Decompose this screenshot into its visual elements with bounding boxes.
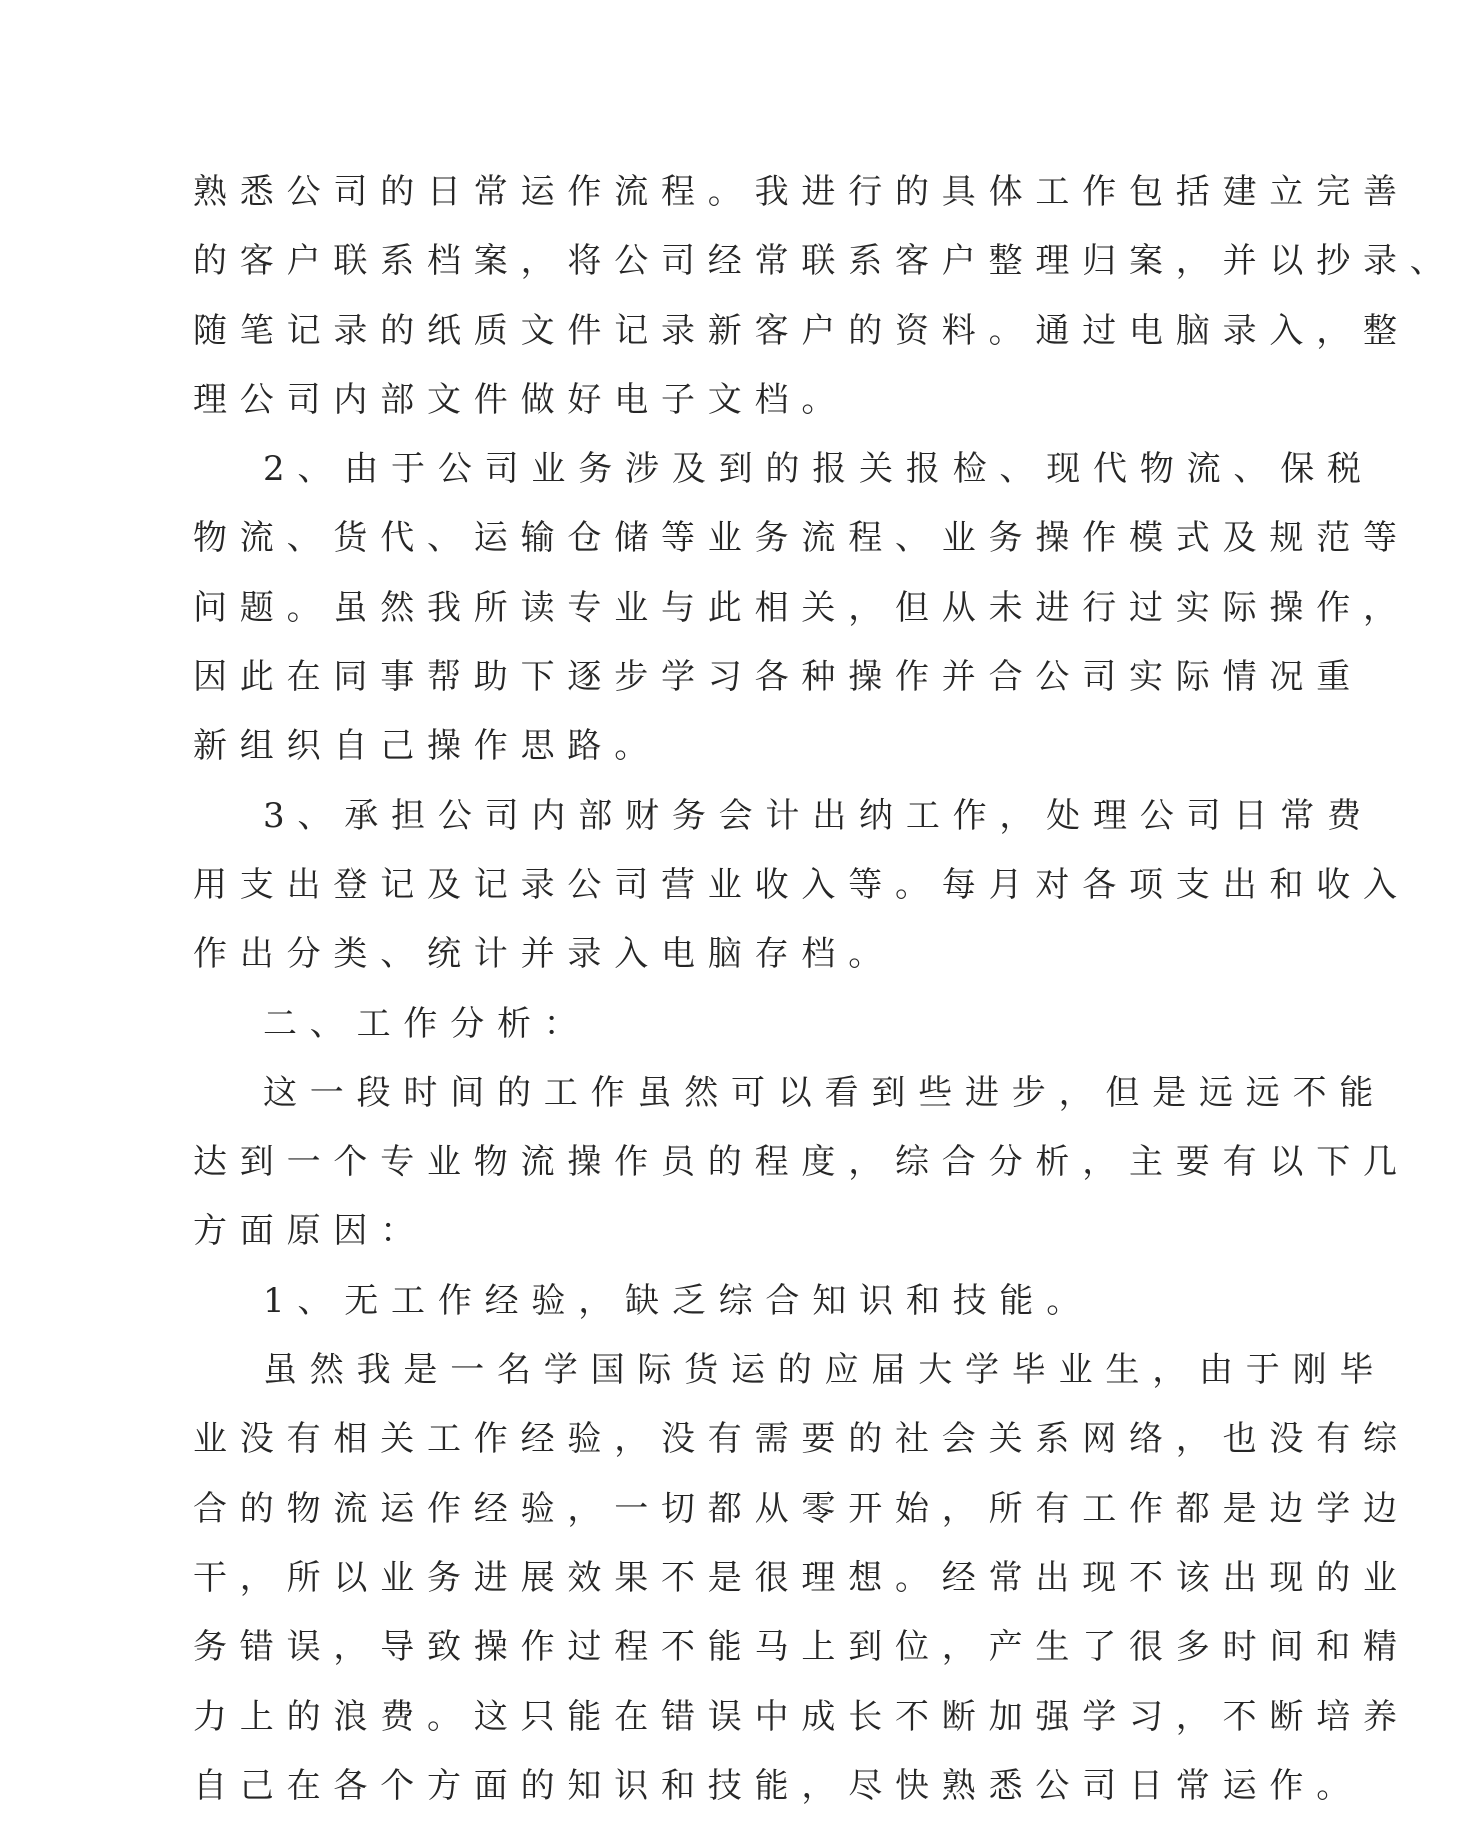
- paragraph-line: 达到一个专业物流操作员的程度，综合分析，主要有以下几: [193, 1142, 1410, 1183]
- paragraph-line: 自己在各个方面的知识和技能，尽快熟悉公司日常运作。: [193, 1765, 1363, 1806]
- paragraph-first-line: 2、由于公司业务涉及到的报关报检、现代物流、保税: [263, 449, 1374, 490]
- paragraph-line: 新组织自己操作思路。: [193, 726, 661, 767]
- paragraph-line: 的客户联系档案，将公司经常联系客户整理归案，并以抄录、: [193, 241, 1457, 282]
- paragraph-line: 方面原因：: [193, 1211, 427, 1252]
- paragraph-line: 物流、货代、运输仓储等业务流程、业务操作模式及规范等: [193, 518, 1410, 559]
- paragraph-line: 熟悉公司的日常运作流程。我进行的具体工作包括建立完善: [193, 172, 1410, 212]
- paragraph-line: 合的物流运作经验，一切都从零开始，所有工作都是边学边: [193, 1488, 1410, 1529]
- paragraph-line: 务错误，导致操作过程不能马上到位，产生了很多时间和精: [193, 1627, 1410, 1668]
- paragraph-line: 随笔记录的纸质文件记录新客户的资料。通过电脑录入，整: [193, 310, 1410, 351]
- paragraph-first-line: 虽然我是一名学国际货运的应届大学毕业生，由于刚毕: [263, 1350, 1387, 1391]
- paragraph-line: 问题。虽然我所读专业与此相关，但从未进行过实际操作，: [193, 587, 1410, 628]
- paragraph-line: 业没有相关工作经验，没有需要的社会关系网络，也没有综: [193, 1419, 1410, 1460]
- paragraph-line: 理公司内部文件做好电子文档。: [193, 379, 849, 420]
- document-body: [193, 158, 1457, 1821]
- paragraph-line: 用支出登记及记录公司营业收入等。每月对各项支出和收入: [193, 864, 1410, 905]
- paragraph-first-line: 这一段时间的工作虽然可以看到些进步，但是远远不能: [263, 1072, 1387, 1113]
- paragraph-line: 作出分类、统计并录入电脑存档。: [193, 934, 895, 975]
- paragraph-first-line: 1、无工作经验，缺乏综合知识和技能。: [263, 1280, 1094, 1321]
- paragraph-first-line: 3、承担公司内部财务会计出纳工作，处理公司日常费: [263, 795, 1374, 836]
- paragraph-line: 力上的浪费。这只能在错误中成长不断加强学习，不断培养: [193, 1696, 1410, 1737]
- paragraph-line: 干，所以业务进展效果不是很理想。经常出现不该出现的业: [193, 1557, 1410, 1598]
- paragraph-line: 因此在同事帮助下逐步学习各种操作并合公司实际情况重: [193, 657, 1363, 698]
- paragraph-first-line: 二、工作分析：: [263, 1003, 591, 1044]
